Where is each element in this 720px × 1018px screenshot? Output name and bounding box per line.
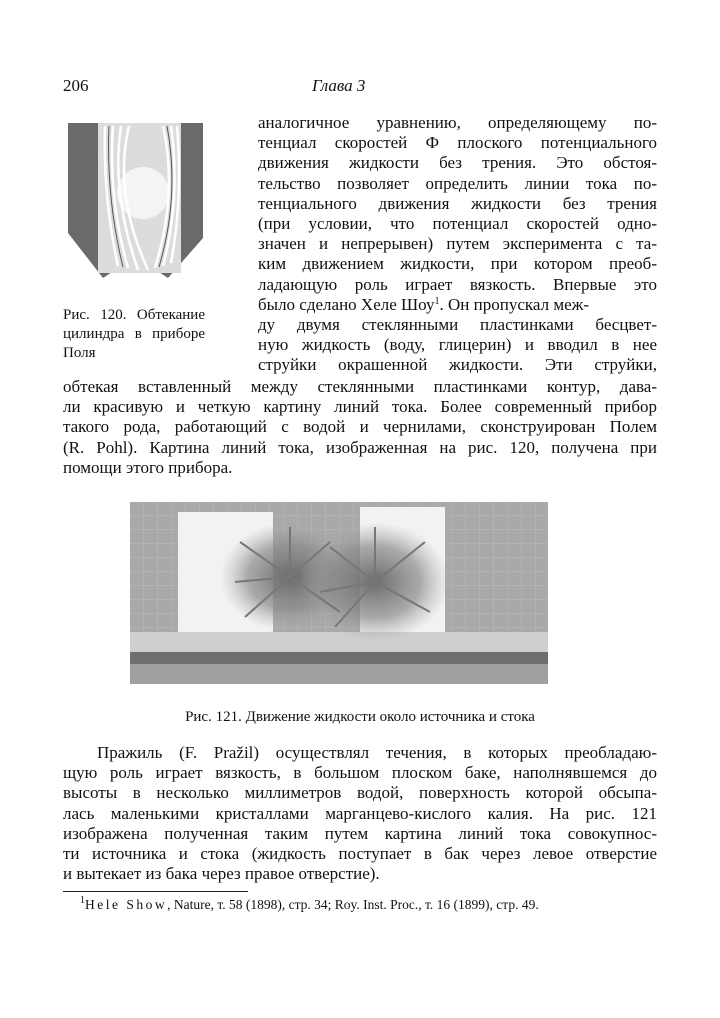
figure-120-caption [63, 306, 205, 363]
figure-121-caption: Рис. 121. Движение жидкости около источника и стока [185, 709, 535, 725]
text-line: помощи этого прибора. [63, 457, 233, 477]
text-line: лась маленькими кристаллами марганцево-кислого калия. На рис. 121 [63, 803, 657, 823]
text-line: (R. Pohl). Картина линий тока, изображенная на рис. 120, получена при [63, 437, 657, 457]
footnote-mark: 1 [80, 895, 85, 906]
figure-120-image [63, 118, 208, 283]
caption-line: цилиндра в приборе [63, 326, 205, 342]
text-line: ким движением жидкости, при котором преоб- [258, 254, 657, 274]
text-line: ли красивую и четкую картину линий тока. Более современный прибор [63, 397, 657, 417]
paragraph-2 [63, 743, 657, 884]
text-line: значен и непрерывен) путем эксперимента с та- [258, 234, 657, 254]
footnote-author: Hele Show [85, 897, 168, 912]
text-line: ладающую роль играет вязкость. Впервые это [258, 274, 657, 294]
text-line: изображена полученная таким путем картина линий тока совокупнос- [63, 823, 657, 843]
text-fragment: было сделано Хеле Шоу [258, 294, 435, 314]
text-line: Пражиль (F. Pražil) осуществлял течения, в которых преобладаю- [97, 743, 657, 762]
caption-line: Поля [63, 345, 96, 361]
text-line: щую роль играет вязкость, в большом плоском баке, наполнявшемся до [63, 763, 657, 783]
text-fragment: . Он пропускал меж- [439, 294, 590, 314]
text-line: ти источника и стока (жидкость поступает в бак через левое отверстие [63, 843, 657, 863]
figure-121-image [130, 502, 548, 684]
footnote-mark[interactable]: 1 [434, 295, 440, 307]
text-line: высоты в несколько миллиметров водой, поверхность которой обсыпа- [63, 783, 657, 803]
footnote [80, 897, 539, 913]
text-line: обтекая вставленный между стеклянными пластинками контур, дава- [63, 377, 657, 396]
text-line: струйки окрашенной жидкости. Эти струйки, [258, 355, 657, 375]
text-line: тельство позволяет определить линии тока по- [258, 173, 657, 193]
text-line: тенциал скоростей Ф плоского потенциального [258, 133, 657, 153]
text-line: (при условии, что потенциал скоростей одно- [258, 213, 657, 233]
footnote-divider [63, 891, 248, 892]
footnote-text: , Nature, т. 58 (1898), стр. 34; Roy. Inst. Proc., т. 16 (1899), стр. 49. [167, 897, 539, 912]
paragraph-1-full-width [63, 377, 657, 478]
page-number: 206 [63, 76, 89, 95]
text-line: и вытекает из бака через правое отверстие). [63, 864, 380, 884]
text-line: ду двумя стеклянными пластинками бесцвет- [258, 314, 657, 334]
paragraph-1-right-column [258, 113, 657, 375]
text-line: движения жидкости без трения. Это обстоя- [258, 153, 657, 173]
running-title: Глава 3 [312, 76, 366, 95]
text-line: такого рода, работающий с водой и чернилами, сконструирован Полем [63, 417, 657, 437]
text-line: тенциального движения жидкости без трения [258, 193, 657, 213]
text-line: аналогичное уравнению, определяющему по- [258, 113, 657, 132]
text-line: ную жидкость (воду, глицерин) и вводил в нее [258, 335, 657, 355]
caption-line: Рис. 120. Обтекание [63, 307, 205, 323]
text-line [258, 295, 657, 315]
